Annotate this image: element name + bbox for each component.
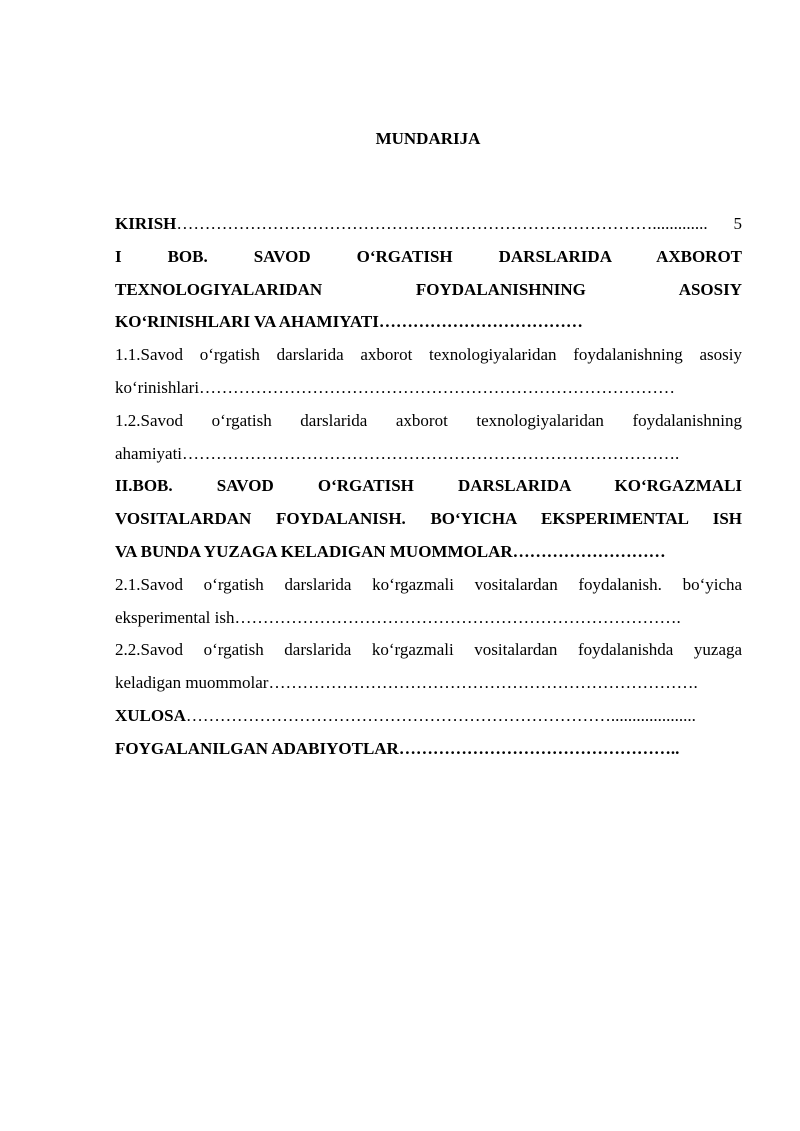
dot-leader: …………………………………………………………………………............. xyxy=(176,214,708,233)
toc-word: foydalanishning xyxy=(573,345,683,365)
toc-entry-kirish[interactable] xyxy=(115,208,742,241)
toc-entry-label: keladigan muommolar xyxy=(115,673,269,693)
toc-entry-label: KIRISH xyxy=(115,214,177,233)
toc-word: BOB. xyxy=(167,246,208,266)
toc-word: foydalanishning xyxy=(632,410,742,430)
toc-entry-line xyxy=(115,569,742,602)
table-of-contents xyxy=(115,208,742,766)
toc-word: o‘rgatish xyxy=(211,410,272,430)
toc-word: O‘RGATISH xyxy=(356,246,453,266)
toc-entry-label: eksperimental ish xyxy=(115,607,235,627)
toc-word: BO‘YICHA xyxy=(430,509,517,529)
toc-entry-line xyxy=(115,405,742,438)
toc-word: axborot xyxy=(395,410,448,430)
toc-word: axborot xyxy=(360,345,413,365)
toc-entry-line xyxy=(115,241,742,274)
toc-word: o‘rgatish xyxy=(203,640,264,660)
toc-entry-line xyxy=(115,372,742,405)
toc-word: 2.1.Savod xyxy=(115,574,183,594)
toc-word: foydalanishda xyxy=(577,640,674,660)
dot-leader: …………………………………………………………………. xyxy=(268,673,698,693)
toc-word: asosiy xyxy=(699,345,742,365)
toc-word: DARSLARIDA xyxy=(458,476,571,496)
toc-word: FOYDALANISHNING xyxy=(415,279,586,299)
toc-entry-section-2-1[interactable] xyxy=(115,569,742,635)
toc-entry-line xyxy=(115,306,742,339)
page-title: MUNDARIJA xyxy=(375,129,481,148)
toc-word: o‘rgatish xyxy=(199,345,260,365)
toc-entry-line xyxy=(115,438,742,471)
toc-entry-line xyxy=(115,634,742,667)
toc-entry-line xyxy=(115,503,742,536)
toc-entry-label: XULOSA xyxy=(115,705,186,725)
toc-word: ko‘rgazmali xyxy=(372,574,454,594)
toc-word: bo‘yicha xyxy=(682,574,742,594)
dot-leader: ……………………………… xyxy=(378,312,583,332)
toc-word: vositalardan xyxy=(474,574,558,594)
toc-entry-section-1-2[interactable] xyxy=(115,405,742,471)
toc-entry-label: ko‘rinishlari xyxy=(115,377,200,397)
toc-entry-label: ahamiyati xyxy=(115,443,183,463)
toc-word: KO‘RGAZMALI xyxy=(614,476,742,496)
toc-word: EKSPERIMENTAL xyxy=(541,509,689,529)
toc-entry-line xyxy=(115,667,742,700)
toc-word: ko‘rgazmali xyxy=(371,640,454,660)
toc-entry-line xyxy=(115,470,742,503)
toc-entry-line xyxy=(115,602,742,635)
toc-entry-section-2-2[interactable] xyxy=(115,634,742,700)
toc-word: yuzaga xyxy=(693,640,742,660)
toc-word: II.BOB. xyxy=(115,476,173,496)
toc-word: texnologiyalaridan xyxy=(429,345,557,365)
dot-leader: ………………………………………….. xyxy=(398,738,680,758)
dot-leader: ……………………………………………………………………………. xyxy=(182,443,680,463)
toc-entry-line xyxy=(115,536,742,569)
toc-word: FOYDALANISH. xyxy=(275,509,406,529)
toc-entry-section-1-1[interactable] xyxy=(115,339,742,405)
toc-word: TEXNOLOGIYALARIDAN xyxy=(115,279,323,299)
toc-entry-line xyxy=(115,274,742,307)
toc-entry-chapter-2[interactable] xyxy=(115,470,742,568)
toc-word: DARSLARIDA xyxy=(498,246,612,266)
dot-leader: ……………………………………………………………………. xyxy=(234,607,681,627)
toc-word: 2.2.Savod xyxy=(115,640,183,660)
toc-word: VOSITALARDAN xyxy=(115,509,252,529)
toc-word: 1.1.Savod xyxy=(115,345,183,365)
dot-leader: ……………………… xyxy=(512,541,666,561)
toc-word: AXBOROT xyxy=(656,246,742,266)
toc-word: 1.2.Savod xyxy=(115,410,183,430)
toc-entry-line xyxy=(115,339,742,372)
toc-word: SAVOD xyxy=(253,246,311,266)
toc-word: vositalardan xyxy=(474,640,558,660)
dot-leader: ………………………………………………………………….................... xyxy=(185,705,696,725)
toc-entry-label: FOYGALANILGAN ADABIYOTLAR xyxy=(115,738,399,758)
toc-word: O‘RGATISH xyxy=(317,476,414,496)
toc-word: o‘rgatish xyxy=(203,574,264,594)
toc-word: darslarida xyxy=(284,574,352,594)
toc-word: ISH xyxy=(712,509,742,529)
toc-word: darslarida xyxy=(284,640,352,660)
toc-entry-xulosa[interactable] xyxy=(115,700,742,733)
toc-entry-label: VA BUNDA YUZAGA KELADIGAN MUOMMOLAR xyxy=(115,541,513,561)
toc-word: SAVOD xyxy=(216,476,274,496)
toc-word: darslarida xyxy=(300,410,368,430)
toc-word: foydalanish. xyxy=(578,574,662,594)
toc-entry-label: KO‘RINISHLARI VA AHAMIYATI xyxy=(115,312,379,332)
toc-word: ASOSIY xyxy=(678,279,742,299)
dot-leader: ………………………………………………………………………… xyxy=(199,377,676,397)
toc-word: darslarida xyxy=(276,345,344,365)
toc-word: I xyxy=(115,246,122,266)
page-number: 5 xyxy=(733,214,742,233)
toc-entry-chapter-1[interactable] xyxy=(115,241,742,339)
toc-entry-references[interactable] xyxy=(115,733,742,766)
toc-word: texnologiyalaridan xyxy=(476,410,604,430)
